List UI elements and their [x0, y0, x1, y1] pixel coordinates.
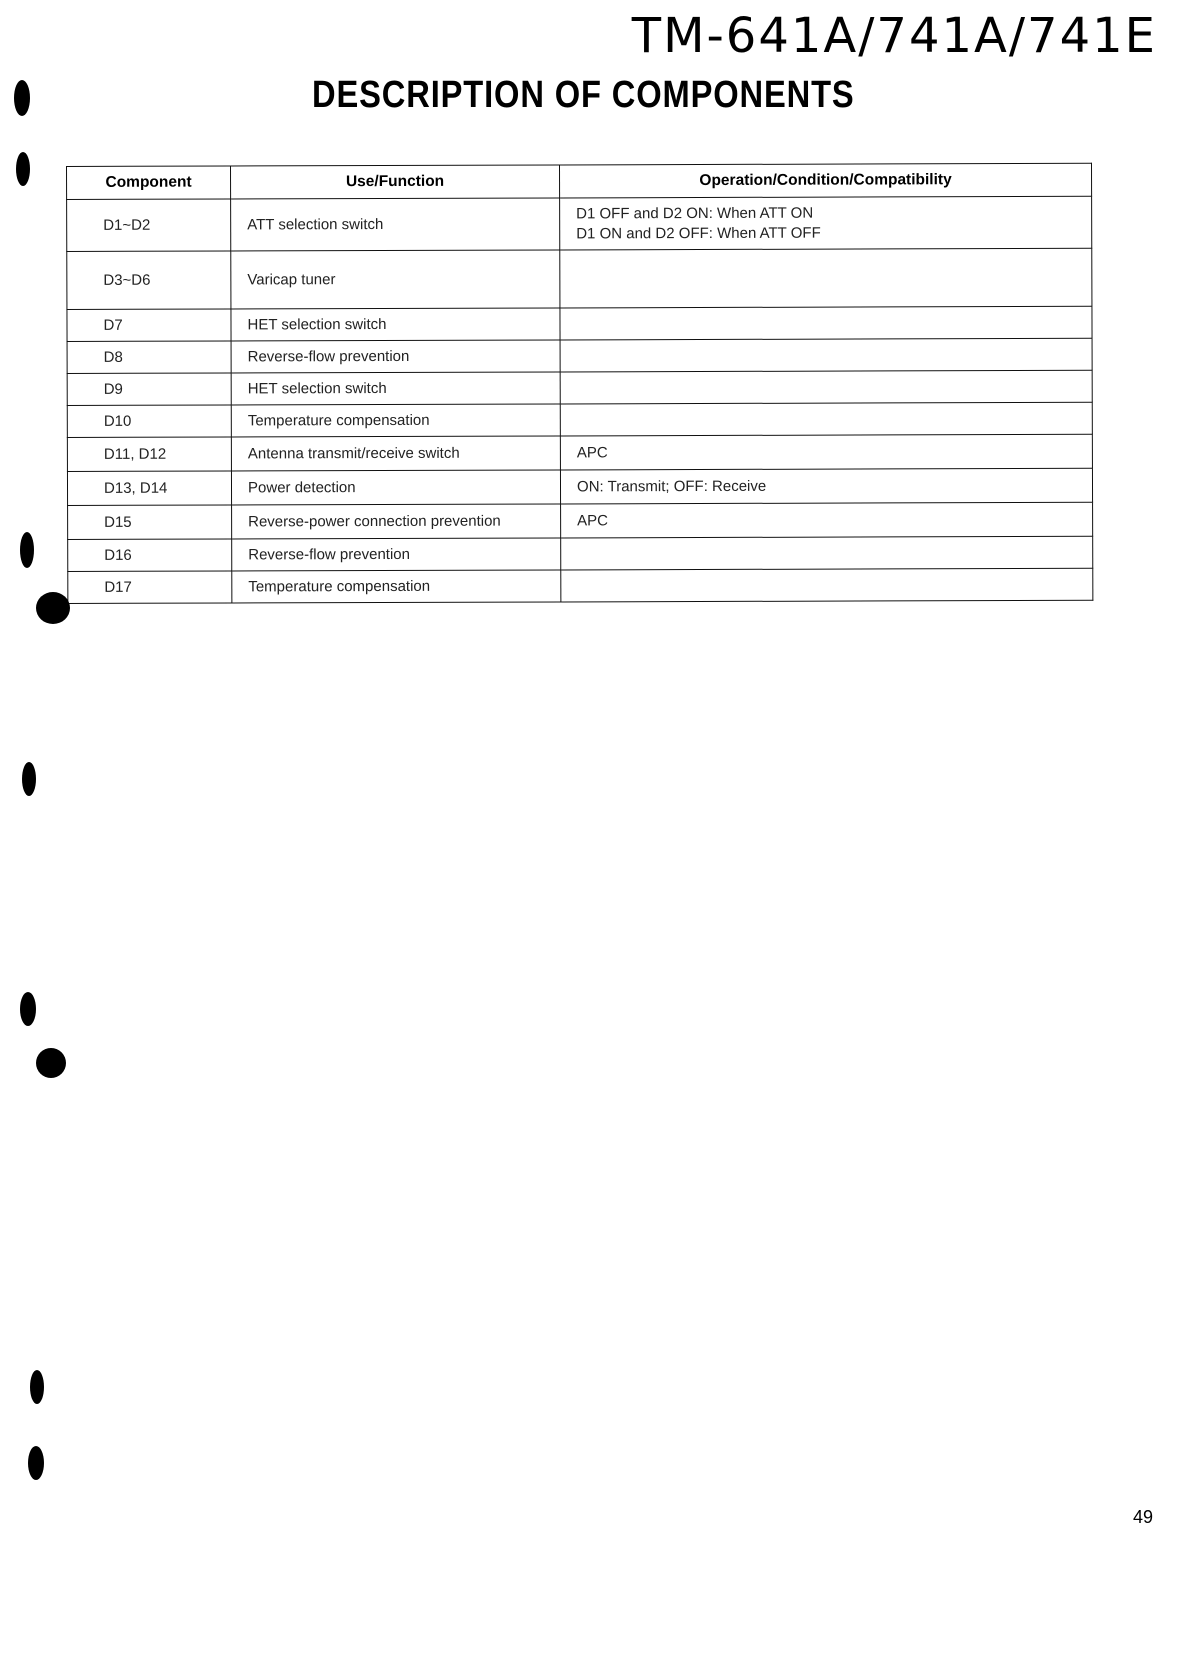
table-row — [67, 306, 1092, 341]
component-cell: D11, D12 — [67, 437, 231, 472]
component-cell: D1~D2 — [67, 199, 231, 252]
use-function-cell: ATT selection switch — [231, 198, 560, 251]
use-function-cell: HET selection switch — [231, 372, 560, 405]
operation-cell — [560, 306, 1092, 340]
table-row — [67, 434, 1092, 471]
operation-cell — [561, 568, 1093, 602]
use-function-cell: Power detection — [231, 470, 560, 505]
component-cell: D16 — [68, 539, 232, 572]
component-cell: D7 — [67, 309, 231, 342]
table-row — [68, 536, 1093, 571]
use-function-cell: Reverse-flow prevention — [232, 538, 561, 571]
operation-line: D1 ON and D2 OFF: When ATT OFF — [576, 224, 821, 242]
table-row — [67, 468, 1092, 505]
table-row — [67, 370, 1092, 405]
table-row — [67, 248, 1092, 309]
model-title: TM-641A/741A/741E — [631, 8, 1157, 64]
component-cell: D8 — [67, 341, 231, 374]
operation-cell — [561, 536, 1093, 570]
table-header-row — [67, 163, 1092, 199]
operation-cell — [560, 338, 1092, 372]
binder-hole — [20, 532, 34, 568]
binder-hole — [36, 592, 70, 624]
use-function-cell: HET selection switch — [231, 308, 560, 341]
binder-hole — [16, 152, 30, 186]
operation-cell — [560, 468, 1092, 504]
use-function-cell: Varicap tuner — [231, 250, 560, 309]
operation-cell — [560, 370, 1092, 404]
use-function-cell: Temperature compensation — [231, 404, 560, 437]
component-cell: D17 — [68, 571, 232, 604]
component-cell: D15 — [68, 505, 232, 540]
use-function-cell: Temperature compensation — [232, 570, 561, 603]
binder-hole — [28, 1446, 44, 1480]
use-function-cell: Reverse-flow prevention — [231, 340, 560, 373]
column-header-component: Component — [67, 166, 231, 200]
section-title: DESCRIPTION OF COMPONENTS — [312, 74, 855, 116]
page-number: 49 — [1132, 1507, 1153, 1527]
table-row — [68, 568, 1093, 603]
table-row — [67, 402, 1092, 437]
table-body — [67, 196, 1093, 603]
components-table — [66, 163, 1093, 604]
binder-hole — [22, 762, 36, 796]
operation-cell — [560, 434, 1092, 470]
component-cell: D10 — [67, 405, 231, 438]
operation-cell — [560, 196, 1092, 250]
operation-cell — [560, 402, 1092, 436]
binder-hole — [14, 80, 30, 116]
use-function-cell: Reverse-power connection prevention — [232, 504, 561, 539]
component-cell: D3~D6 — [67, 251, 231, 310]
component-cell: D13, D14 — [67, 471, 231, 506]
component-cell: D9 — [67, 373, 231, 406]
operation-cell — [561, 502, 1093, 538]
use-function-cell: Antenna transmit/receive switch — [231, 436, 560, 471]
binder-hole — [20, 992, 36, 1026]
operation-line: ON: Transmit; OFF: Receive — [576, 477, 767, 495]
operation-line: APC — [577, 511, 608, 529]
binder-hole — [36, 1048, 66, 1078]
operation-line: APC — [576, 443, 608, 461]
table-row — [67, 196, 1092, 251]
table-row — [68, 502, 1093, 539]
column-header-use-function: Use/Function — [231, 165, 560, 199]
binder-hole — [30, 1370, 44, 1404]
table-row — [67, 338, 1092, 373]
operation-line: D1 OFF and D2 ON: When ATT ON — [576, 204, 814, 222]
column-header-operation: Operation/Condition/Compatibility — [559, 163, 1091, 198]
operation-cell — [560, 248, 1092, 308]
